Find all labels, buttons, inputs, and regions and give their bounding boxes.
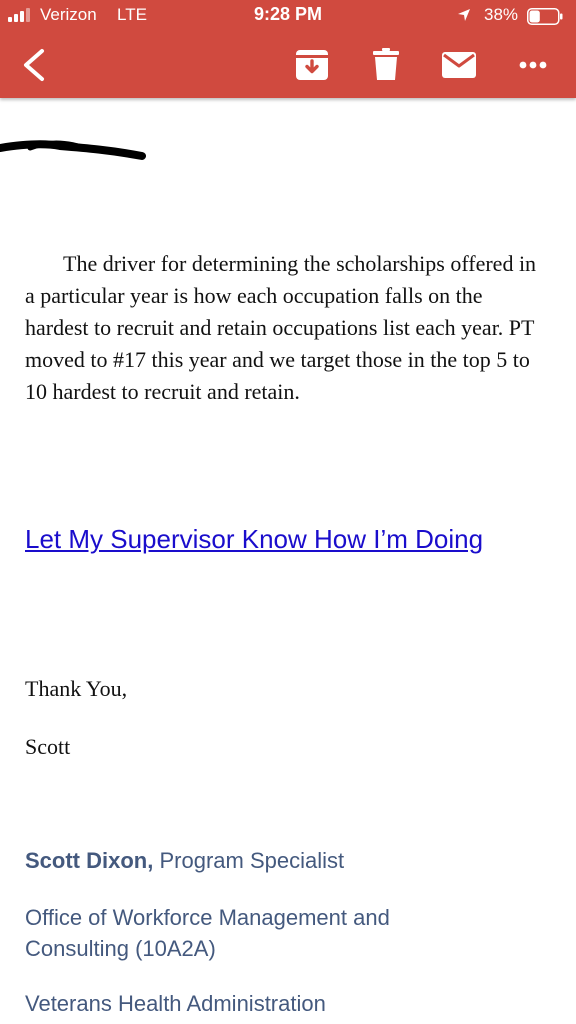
network-type: LTE [117,5,147,24]
archive-button[interactable] [296,50,328,80]
status-bar [0,0,576,32]
email-body-text: The driver for determining the scholarships offered in a particular year is how each occupation falls on the hardest to recruit and retain occupations list each year. PT moved to #17 this year and we target those in the top 5 to 10 hardest to recruit and retain. [25,251,537,404]
signature-name-title [25,845,555,876]
delete-button[interactable] [373,48,399,80]
battery-level-fill [530,11,540,23]
more-icon [520,62,547,69]
signature-organization: Veterans Health Administration [25,991,326,1016]
archive-icon [296,50,328,80]
battery-percentage: 38% [484,5,519,24]
redacted-greeting-scribble [0,136,150,166]
mail-header-bar [0,0,576,98]
more-options-button[interactable] [518,58,548,72]
location-arrow-icon [457,8,471,22]
mail-icon [442,52,476,78]
mark-unread-button[interactable] [442,52,476,78]
status-time: 9:28 PM [253,4,323,24]
sign-off-name: Scott [25,734,71,759]
signature-title: Program Specialist [159,848,345,873]
supervisor-feedback-link[interactable]: Let My Supervisor Know How I’m Doing [25,524,484,554]
signature-name: Scott Dixon, [25,848,154,873]
battery-icon [527,8,563,25]
carrier-name: Verizon [40,5,97,24]
email-body-paragraph [25,248,545,408]
trash-icon [373,48,399,80]
back-chevron-icon [26,51,42,79]
signature-office: Office of Workforce Management and Consulting (10A2A) [25,905,390,961]
back-button[interactable] [18,48,48,82]
closing-text: Thank You, [25,676,128,701]
